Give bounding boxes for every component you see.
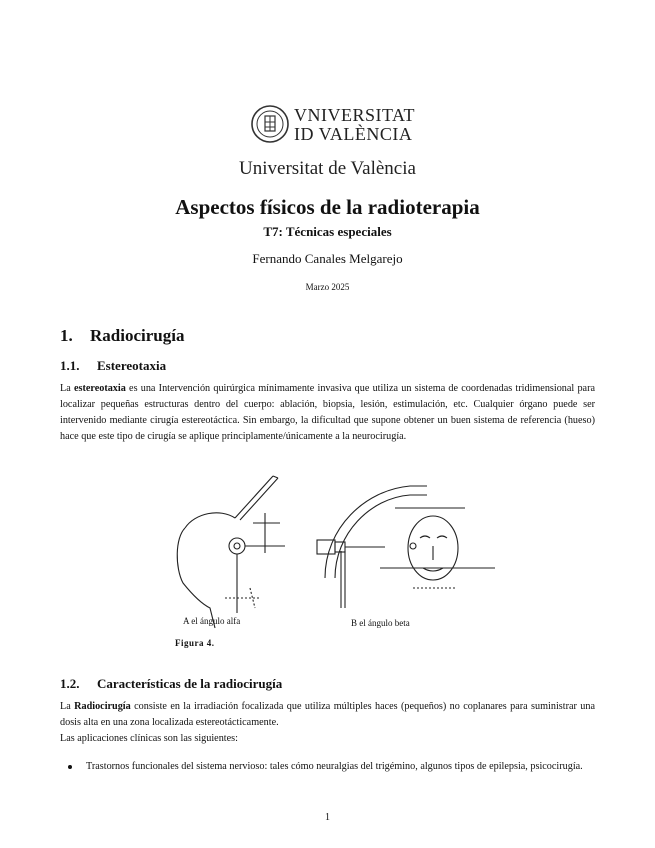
page-number: 1 [325,812,330,823]
document-title: Aspectos físicos de la radioterapia [175,195,480,219]
logo-line-1: VNIVERSITAT [294,105,416,125]
figure-caption: Figura 4. [175,638,215,648]
document-date: Marzo 2025 [305,282,350,292]
paragraph-aplicaciones: Las aplicaciones clínicas son las siguientes: [60,733,238,744]
subsection-number: 1.2. [60,676,80,691]
paragraph-estereotaxia: La estereotaxia es una Intervención quirúrgica mínimamente invasiva que utiliza un sistema de coordenadas tridimensional para localizar pequeñas estructuras dentro del cuerpo: ablación, biopsia, lesión, estimulación, etc. Cualquier órgano puede ser intervenido mediante cirugía estereotáctica. Sin embargo, la dificultad que supone obtener un buen sistema de referencia (hueso) hace que este tipo de cirugía se aplique principlamente/únicamente a la neurocirugía. [60,383,595,442]
stereotaxy-figure [165,468,500,658]
bullet-icon [68,765,72,769]
subsection-heading-1-2 [60,676,282,692]
logo-line-2: ID VALÈNCIA [294,124,413,144]
list-item: Trastornos funcionales del sistema nervioso: tales cómo neuralgias del trigémino, algunos tipos de epilepsia, psicocirugía. [76,759,596,775]
subsection-number: 1.1. [60,358,80,373]
stereotaxy-diagram-icon [165,468,500,638]
university-logo [250,104,416,148]
university-name: Universitat de València [239,158,416,179]
author-name: Fernando Canales Melgarejo [252,251,403,266]
section-number: 1. [60,326,73,345]
section-title: Radiocirugía [90,326,185,345]
section-heading-1 [60,326,184,346]
figure-label-a: A el ángulo alfa [183,616,241,626]
term-radiocirugia: Radiocirugía [74,701,131,712]
subsection-title: Características de la radiocirugía [97,676,283,691]
paragraph-radiocirugia: La Radiocirugía consiste en la irradiación focalizada que utiliza múltiples haces (pequeños) no coplanares para suministrar una dosis alta en una zona localizada estereotácticamente. [60,701,595,728]
university-seal-icon [250,104,290,144]
term-estereotaxia: estereotaxia [73,383,126,394]
subsection-heading-1-1 [60,358,166,374]
figure-label-b: B el ángulo beta [351,618,410,628]
subsection-title: Estereotaxia [97,358,167,373]
document-subtitle: T7: Técnicas especiales [263,224,392,239]
